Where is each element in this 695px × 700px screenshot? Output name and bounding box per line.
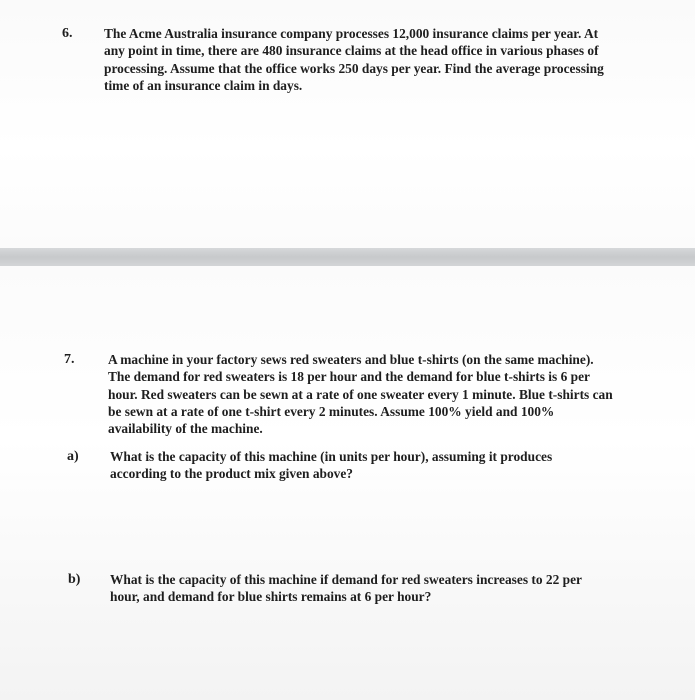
page-bottom-section <box>0 266 695 700</box>
question-7-number: 7. <box>64 352 75 367</box>
question-6-number: 6. <box>62 26 73 41</box>
question-7a-label: a) <box>67 449 79 464</box>
page-separator <box>0 248 695 266</box>
question-7-text: A machine in your factory sews red sweaters and blue t-shirts (on the same machine). The demand for red sweaters is 18 per hour and the demand for blue t-shirts is 6 per hour. Red sweaters can be sewn at a rate of one sweater every 1 minute. Blue t-shirts can be sewn at a rate of one t-shirt every 2 minutes. Assume 100% yield and 100% availability of the machine. <box>108 352 613 437</box>
question-7a-text: What is the capacity of this machine (in units per hour), assuming it produces according to the product mix given above? <box>110 449 553 482</box>
question-6-text: The Acme Australia insurance company processes 12,000 insurance claims per year. At any point in time, there are 480 insurance claims at the head office in various phases of processing. Assume that the office works 250 days per year. Find the average processing time of an insurance claim in days. <box>104 26 604 93</box>
question-7b-label: b) <box>68 572 81 587</box>
question-7b-text: What is the capacity of this machine if demand for red sweaters increases to 22 per hour, and demand for blue shirts remains at 6 per hour? <box>110 572 582 605</box>
